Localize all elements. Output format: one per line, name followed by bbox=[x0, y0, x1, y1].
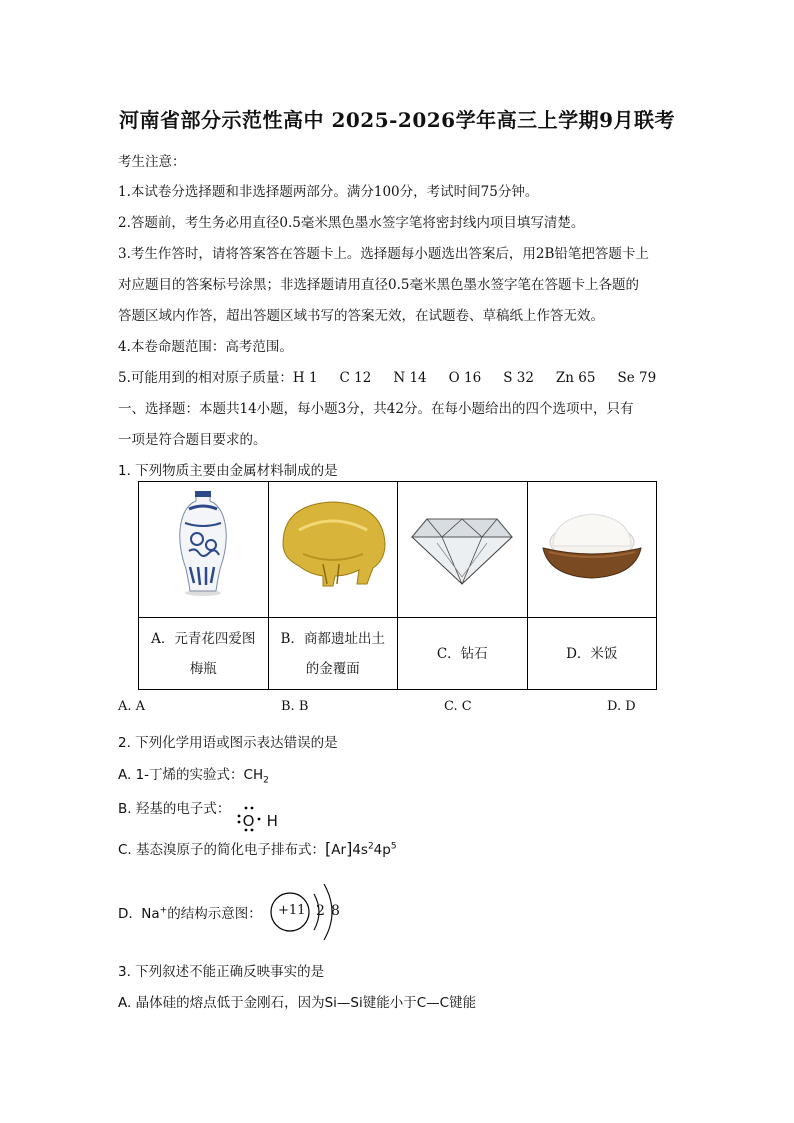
atomic-mass-n: N 14 bbox=[393, 370, 427, 386]
na-nucleus-label: +11 bbox=[278, 903, 306, 918]
notice-item-5 bbox=[118, 366, 656, 386]
q1-answer-a[interactable]: A. A bbox=[118, 699, 146, 714]
q2-option-b[interactable]: B. 羟基的电子式： O H bbox=[118, 797, 275, 817]
notice-item-3-cont2: 答题区域内作答，超出答题区域书写的答案无效，在试题卷、草稿纸上作答无效。 bbox=[118, 308, 604, 324]
atomic-mass-s: S 32 bbox=[503, 370, 534, 386]
q1-option-d: D．米饭 bbox=[527, 618, 657, 690]
q2-option-d[interactable]: D. Na+的结构示意图： bbox=[118, 905, 262, 922]
q1-option-b: B．商都遗址出土 的金覆面 bbox=[268, 618, 398, 690]
section-heading: 一、选择题：本题共14小题，每小题3分，共42分。在每小题给出的四个选项中，只有 bbox=[118, 401, 634, 417]
hydroxyl-h: H bbox=[266, 812, 278, 830]
porcelain-vase-image bbox=[163, 489, 243, 599]
notice-item-3-cont: 对应题目的答案标号涂黑；非选择题请用直径0.5毫米黑色墨水签字笔在答题卡上各题的 bbox=[118, 277, 639, 293]
na-shell-1: 2 bbox=[316, 903, 325, 919]
atomic-mass-zn: Zn 65 bbox=[555, 370, 596, 386]
q1-option-c: C．钻石 bbox=[398, 618, 528, 690]
section-heading-cont: 一项是符合题目要求的。 bbox=[118, 432, 267, 448]
q2-stem: 2. 下列化学用语或图示表达错误的是 bbox=[118, 735, 338, 751]
atomic-mass-c: C 12 bbox=[339, 370, 372, 386]
hydroxyl-o: O bbox=[242, 812, 255, 830]
gold-mask-image bbox=[273, 494, 393, 594]
q1-image-cell-a bbox=[139, 482, 269, 618]
notice-item-2: 2.答题前，考生务必用直径0.5毫米黑色墨水签字笔将密封线内项目填写清楚。 bbox=[118, 215, 585, 231]
q1-image-cell-c bbox=[398, 482, 528, 618]
atomic-mass-se: Se 79 bbox=[617, 370, 657, 386]
q1-answer-b[interactable]: B. B bbox=[281, 699, 309, 714]
rice-bowl-image bbox=[537, 504, 647, 584]
q1-options-table bbox=[138, 481, 657, 690]
diamond-image bbox=[407, 499, 517, 589]
na-shell-2: 8 bbox=[331, 903, 340, 919]
q3-stem: 3. 下列叙述不能正确反映事实的是 bbox=[118, 964, 325, 980]
q2-option-c[interactable]: C. 基态溴原子的简化电子排布式：$[Ar]4s^24p^5$ bbox=[118, 839, 397, 858]
q1-option-a: A．元青花四爱图 梅瓶 bbox=[139, 618, 269, 690]
notice-item-1: 1.本试卷分选择题和非选择题两部分。满分100分，考试时间75分钟。 bbox=[118, 184, 539, 200]
atomic-mass-o: O 16 bbox=[448, 370, 482, 386]
q1-stem: 1. 下列物质主要由金属材料制成的是 bbox=[118, 463, 338, 479]
q3-option-a[interactable]: A. 晶体硅的熔点低于金刚石，因为Si—Si键能小于C—C键能 bbox=[118, 995, 477, 1011]
atomic-mass-h: H 1 bbox=[292, 370, 318, 386]
exam-title: 河南省部分示范性高中 2025-2026学年高三上学期9月联考 bbox=[118, 108, 675, 132]
q1-answer-c[interactable]: C. C bbox=[444, 699, 472, 714]
q2-option-a[interactable]: A. 1-丁烯的实验式：$CH_2$ bbox=[118, 767, 269, 786]
q1-answer-d[interactable]: D. D bbox=[607, 699, 636, 714]
atomic-mass-label: 5.可能用到的相对原子质量： bbox=[118, 370, 293, 386]
notice-item-3: 3.考生作答时，请将答案答在答题卡上。选择题每小题选出答案后，用2B铅笔把答题卡上 bbox=[118, 246, 649, 262]
notice-item-4: 4.本卷命题范围：高考范围。 bbox=[118, 339, 293, 355]
q1-image-cell-b bbox=[268, 482, 398, 618]
q1-image-cell-d bbox=[527, 482, 657, 618]
notice-heading: 考生注意： bbox=[118, 154, 186, 170]
